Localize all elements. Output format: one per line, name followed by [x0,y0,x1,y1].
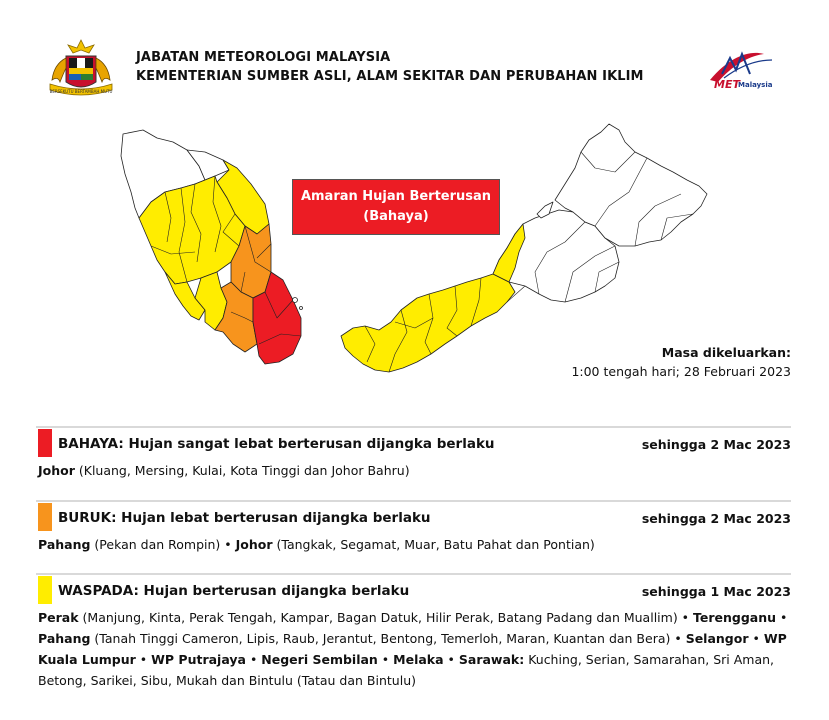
section-divider [36,426,791,428]
met-malaysia-logo [700,48,795,96]
area-districts: • [377,652,394,667]
agency-title: JABATAN METEOROLOGI MALAYSIA [136,50,391,65]
area-state: Negeri Sembilan [261,652,378,667]
area-state: WP Putrajaya [151,652,246,667]
area-districts: • [748,631,764,646]
issued-time-value: 1:00 tengah hari; 28 Februari 2023 [571,364,791,379]
area-state: Johor [38,463,75,478]
buruk-title: BURUK: Hujan lebat berterusan dijangka berlaku [58,510,431,526]
area-districts: • [443,652,459,667]
area-state: Melaka [393,652,444,667]
warning-title-line1: Amaran Hujan Berterusan [300,189,492,204]
area-districts: • [135,652,152,667]
malaysia-coat-of-arms-icon [36,38,126,104]
warning-title-line2: (Bahaya) [363,209,429,224]
logo-prefix: MET [714,78,740,91]
area-districts: (Tanah Tinggi Cameron, Lipis, Raub, Jerantut, Bentong, Temerloh, Maran, Kuantan dan Bera) • [90,631,686,646]
issued-time-label: Masa dikeluarkan: [661,345,791,360]
section-divider [36,500,791,502]
waspada-areas [38,607,796,691]
bahaya-title: BAHAYA: Hujan sangat lebat berterusan dijangka berlaku [58,436,495,452]
area-districts: • [776,610,788,625]
area-state: Selangor [685,631,749,646]
area-state: Terengganu [693,610,777,625]
area-state: WP Kuala Lumpur [38,631,787,667]
buruk-areas [38,534,798,555]
area-state: Johor [235,537,273,552]
area-districts: • [245,652,262,667]
warning-title-box [292,179,500,235]
area-districts: (Kluang, Mersing, Kulai, Kota Tinggi dan Johor Bahru) [74,463,410,478]
area-state: Perak [38,610,79,625]
bahaya-areas [38,460,798,481]
logo-suffix: Malaysia [738,81,773,89]
buruk-swatch [38,503,52,531]
buruk-until: sehingga 2 Mac 2023 [641,511,791,526]
ministry-title: KEMENTERIAN SUMBER ASLI, ALAM SEKITAR DAN PERUBAHAN IKLIM [136,69,644,84]
area-state: Pahang [38,537,91,552]
waspada-swatch [38,576,52,604]
area-districts: (Manjung, Kinta, Perak Tengah, Kampar, Bagan Datuk, Hilir Perak, Batang Padang dan Muallim) • [78,610,694,625]
waspada-title: WASPADA: Hujan berterusan dijangka berlaku [58,583,410,599]
area-districts: (Tangkak, Segamat, Muar, Batu Pahat dan Pontian) [272,537,595,552]
bahaya-until: sehingga 2 Mac 2023 [641,437,791,452]
section-divider [36,573,791,575]
area-state: Sarawak: [458,652,525,667]
area-districts: (Pekan dan Rompin) • [90,537,236,552]
malaysia-warning-map [95,122,735,384]
bahaya-swatch [38,429,52,457]
map-region-sarawak-west [341,274,515,372]
area-state: Pahang [38,631,91,646]
area-districts: Kuching, Serian, Samarahan, Sri Aman, Betong, Sarikei, Sibu, Mukah dan Bintulu (Tatau dan Bintulu) [38,652,775,688]
crest-motto: BERSEKUTU BERTAMBAH MUTU [49,89,113,94]
waspada-until: sehingga 1 Mac 2023 [641,584,791,599]
